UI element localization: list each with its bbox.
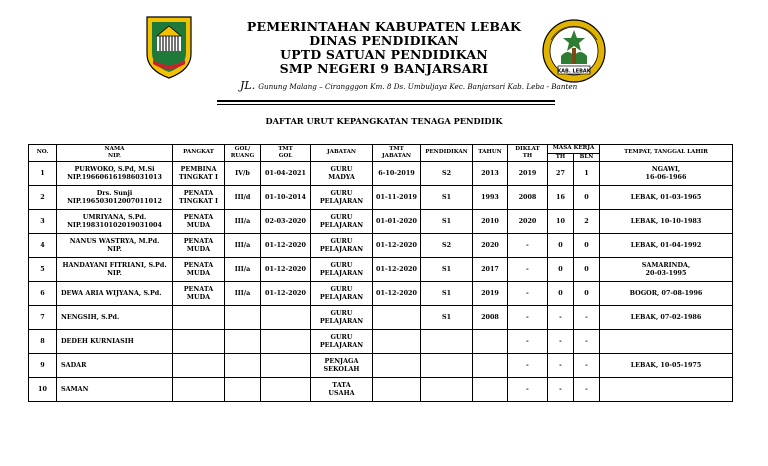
cell-no: 2 — [29, 186, 57, 210]
cell-pendidikan: S1 — [421, 306, 473, 330]
cell-tmt-gol — [261, 378, 311, 402]
cell-masa-kerja-bln: 0 — [574, 186, 600, 210]
cell-gol-ruang — [225, 306, 261, 330]
cell-gol-ruang: III/a — [225, 234, 261, 258]
cell-pangkat — [173, 306, 225, 330]
cell-pangkat: PENATA MUDA — [173, 282, 225, 306]
cell-diklat: 2020 — [508, 210, 548, 234]
cell-masa-kerja-bln: - — [574, 330, 600, 354]
cell-masa-kerja-bln: 0 — [574, 282, 600, 306]
cell-tahun: 2013 — [473, 162, 508, 186]
cell-jabatan: GURU PELAJARAN — [311, 234, 373, 258]
cell-nama: DEWA ARIA WIJYANA, S.Pd. — [57, 282, 173, 306]
cell-ttl — [600, 378, 733, 402]
cell-gol-ruang — [225, 330, 261, 354]
cell-diklat: - — [508, 378, 548, 402]
school-address — [240, 79, 578, 92]
cell-pendidikan: S1 — [421, 186, 473, 210]
table-row — [29, 354, 733, 378]
right-logo-caption: KAB. LEBAK — [557, 68, 591, 75]
cell-ttl: LEBAK, 01-03-1965 — [600, 186, 733, 210]
table-row — [29, 186, 733, 210]
cell-jabatan: GURU PELAJARAN — [311, 210, 373, 234]
cell-jabatan: GURU PELAJARAN — [311, 186, 373, 210]
cell-masa-kerja-bln: - — [574, 354, 600, 378]
lebak-regency-emblem-icon — [143, 14, 195, 80]
cell-nama: SAMAN — [57, 378, 173, 402]
table-row — [29, 282, 733, 306]
table-row — [29, 162, 733, 186]
header-tahun: TAHUN — [473, 145, 508, 162]
cell-no: 6 — [29, 282, 57, 306]
cell-no: 7 — [29, 306, 57, 330]
cell-jabatan: GURU MADYA — [311, 162, 373, 186]
header-masa-kerja: MASA KERJA — [548, 145, 600, 154]
cell-pendidikan — [421, 330, 473, 354]
cell-tmt-gol — [261, 330, 311, 354]
cell-gol-ruang: III/a — [225, 282, 261, 306]
cell-ttl: LEBAK, 10-05-1975 — [600, 354, 733, 378]
cell-no: 8 — [29, 330, 57, 354]
cell-jabatan: GURU PELAJARAN — [311, 258, 373, 282]
cell-diklat: 2019 — [508, 162, 548, 186]
cell-tahun — [473, 378, 508, 402]
cell-tahun: 2010 — [473, 210, 508, 234]
cell-masa-kerja-th: - — [548, 306, 574, 330]
header-jabatan: JABATAN — [311, 145, 373, 162]
cell-tmt-gol: 02-03-2020 — [261, 210, 311, 234]
cell-tmt-jabatan: 6-10-2019 — [373, 162, 421, 186]
cell-nama: NANUS WASTRYA, M.Pd. NIP. — [57, 234, 173, 258]
cell-tmt-gol: 01-12-2020 — [261, 258, 311, 282]
cell-tmt-gol — [261, 306, 311, 330]
cell-gol-ruang: III/d — [225, 186, 261, 210]
unit-name: UPTD SATUAN PENDIDIKAN — [280, 47, 488, 62]
cell-masa-kerja-bln: 0 — [574, 234, 600, 258]
cell-nama: PURWOKO, S.Pd, M.Si NIP.196606161986031013 — [57, 162, 173, 186]
staff-rank-table — [28, 144, 733, 402]
cell-nama: UMRIYANA, S.Pd. NIP.198310102019031004 — [57, 210, 173, 234]
cell-pendidikan — [421, 378, 473, 402]
header-ttl: TEMPAT, TANGGAL LAHIR — [600, 145, 733, 162]
cell-diklat: - — [508, 234, 548, 258]
document-title: DAFTAR URUT KEPANGKATAN TENAGA PENDIDIK — [265, 116, 503, 126]
cell-ttl: LEBAK, 01-04-1992 — [600, 234, 733, 258]
cell-tmt-gol: 01-12-2020 — [261, 234, 311, 258]
cell-pangkat: PENATA MUDA — [173, 258, 225, 282]
cell-gol-ruang: III/a — [225, 258, 261, 282]
cell-ttl: SAMARINDA, 20-03-1995 — [600, 258, 733, 282]
cell-masa-kerja-bln: 0 — [574, 258, 600, 282]
cell-masa-kerja-th: 0 — [548, 282, 574, 306]
cell-nama: DEDEH KURNIASIH — [57, 330, 173, 354]
cell-tmt-jabatan: 01-12-2020 — [373, 258, 421, 282]
cell-diklat: - — [508, 306, 548, 330]
office-name: DINAS PENDIDIKAN — [309, 33, 459, 48]
cell-no: 1 — [29, 162, 57, 186]
cell-tmt-jabatan: 01-12-2020 — [373, 282, 421, 306]
cell-masa-kerja-th: - — [548, 354, 574, 378]
cell-pangkat — [173, 378, 225, 402]
cell-tmt-jabatan — [373, 378, 421, 402]
cell-pendidikan: S2 — [421, 162, 473, 186]
cell-tahun: 2020 — [473, 234, 508, 258]
cell-diklat: - — [508, 282, 548, 306]
cell-tahun: 2019 — [473, 282, 508, 306]
table-row — [29, 210, 733, 234]
cell-nama: Drs. Sunji NIP.196503012007011012 — [57, 186, 173, 210]
cell-masa-kerja-th: 0 — [548, 234, 574, 258]
cell-gol-ruang — [225, 354, 261, 378]
table-row — [29, 330, 733, 354]
header-pendidikan: PENDIDIKAN — [421, 145, 473, 162]
cell-pendidikan: S1 — [421, 210, 473, 234]
cell-tmt-gol: 01-04-2021 — [261, 162, 311, 186]
cell-masa-kerja-bln: 2 — [574, 210, 600, 234]
cell-jabatan: TATA USAHA — [311, 378, 373, 402]
cell-tmt-gol: 01-10-2014 — [261, 186, 311, 210]
cell-diklat: - — [508, 330, 548, 354]
cell-masa-kerja-th: 27 — [548, 162, 574, 186]
table-row — [29, 306, 733, 330]
cell-pangkat: PENATA MUDA — [173, 234, 225, 258]
cell-nama: HANDAYANI FITRIANI, S.Pd. NIP. — [57, 258, 173, 282]
header-tmt-jabatan: TMT JABATAN — [373, 145, 421, 162]
header-gol-ruang: GOL/ RUANG — [225, 145, 261, 162]
header-diklat: DIKLAT TH — [508, 145, 548, 162]
table-row — [29, 378, 733, 402]
cell-no: 5 — [29, 258, 57, 282]
cell-nama: NENGSIH, S.Pd. — [57, 306, 173, 330]
cell-no: 4 — [29, 234, 57, 258]
cell-nama: SADAR — [57, 354, 173, 378]
header-masa-kerja-bln: BLN — [574, 153, 600, 162]
school-badge-icon — [541, 18, 607, 84]
school-name: SMP NEGERI 9 BANJARSARI — [279, 61, 489, 76]
cell-diklat: 2008 — [508, 186, 548, 210]
cell-pendidikan: S2 — [421, 234, 473, 258]
cell-jabatan: GURU PELAJARAN — [311, 282, 373, 306]
cell-tmt-jabatan — [373, 306, 421, 330]
cell-pendidikan — [421, 354, 473, 378]
cell-tmt-jabatan: 01-12-2020 — [373, 234, 421, 258]
address-text: Gunung Malang – Cirangggon Km. 8 Ds. Umbuljaya Kec. Banjarsari Kab. Leba - Banten — [258, 82, 578, 91]
header-pangkat: PANGKAT — [173, 145, 225, 162]
cell-tahun: 1993 — [473, 186, 508, 210]
cell-pangkat: PENATA TINGKAT I — [173, 186, 225, 210]
cell-tahun: 2008 — [473, 306, 508, 330]
cell-tmt-jabatan — [373, 354, 421, 378]
cell-tmt-jabatan: 01-11-2019 — [373, 186, 421, 210]
cell-ttl: LEBAK, 10-10-1983 — [600, 210, 733, 234]
cell-pangkat — [173, 330, 225, 354]
cell-gol-ruang: IV/b — [225, 162, 261, 186]
cell-tmt-jabatan: 01-01-2020 — [373, 210, 421, 234]
cell-tahun — [473, 330, 508, 354]
cell-tahun: 2017 — [473, 258, 508, 282]
table-body — [29, 162, 733, 402]
cell-masa-kerja-th: 0 — [548, 258, 574, 282]
cell-jabatan: PENJAGA SEKOLAH — [311, 354, 373, 378]
address-prefix: JL. — [240, 79, 256, 92]
letterhead — [0, 0, 768, 110]
letterhead-text — [210, 20, 558, 76]
cell-tmt-gol: 01-12-2020 — [261, 282, 311, 306]
cell-masa-kerja-th: 10 — [548, 210, 574, 234]
cell-masa-kerja-bln: - — [574, 378, 600, 402]
letterhead-rule-thin — [217, 104, 555, 105]
cell-ttl: LEBAK, 07-02-1986 — [600, 306, 733, 330]
cell-tmt-gol — [261, 354, 311, 378]
cell-ttl: NGAWI, 16-06-1966 — [600, 162, 733, 186]
cell-tmt-jabatan — [373, 330, 421, 354]
cell-jabatan: GURU PELAJARAN — [311, 330, 373, 354]
cell-tahun — [473, 354, 508, 378]
cell-masa-kerja-bln: 1 — [574, 162, 600, 186]
header-nama: NAMA NIP. — [57, 145, 173, 162]
letterhead-rule-thick — [217, 100, 555, 102]
table-header-row — [29, 145, 733, 154]
header-tmt-gol: TMT GOL — [261, 145, 311, 162]
cell-masa-kerja-th: - — [548, 330, 574, 354]
cell-no: 9 — [29, 354, 57, 378]
table-row — [29, 258, 733, 282]
cell-pangkat: PENATA MUDA — [173, 210, 225, 234]
cell-pendidikan: S1 — [421, 282, 473, 306]
cell-no: 3 — [29, 210, 57, 234]
cell-diklat: - — [508, 354, 548, 378]
cell-jabatan: GURU PELAJARAN — [311, 306, 373, 330]
cell-no: 10 — [29, 378, 57, 402]
cell-masa-kerja-th: 16 — [548, 186, 574, 210]
cell-pangkat: PEMBINA TINGKAT I — [173, 162, 225, 186]
cell-diklat: - — [508, 258, 548, 282]
table-row — [29, 234, 733, 258]
cell-pangkat — [173, 354, 225, 378]
cell-ttl: BOGOR, 07-08-1996 — [600, 282, 733, 306]
cell-pendidikan: S1 — [421, 258, 473, 282]
cell-gol-ruang: III/a — [225, 210, 261, 234]
cell-ttl — [600, 330, 733, 354]
cell-masa-kerja-th: - — [548, 378, 574, 402]
header-masa-kerja-th: TH — [548, 153, 574, 162]
header-no: NO. — [29, 145, 57, 162]
government-name: PEMERINTAHAN KABUPATEN LEBAK — [246, 19, 522, 34]
cell-gol-ruang — [225, 378, 261, 402]
cell-masa-kerja-bln: - — [574, 306, 600, 330]
